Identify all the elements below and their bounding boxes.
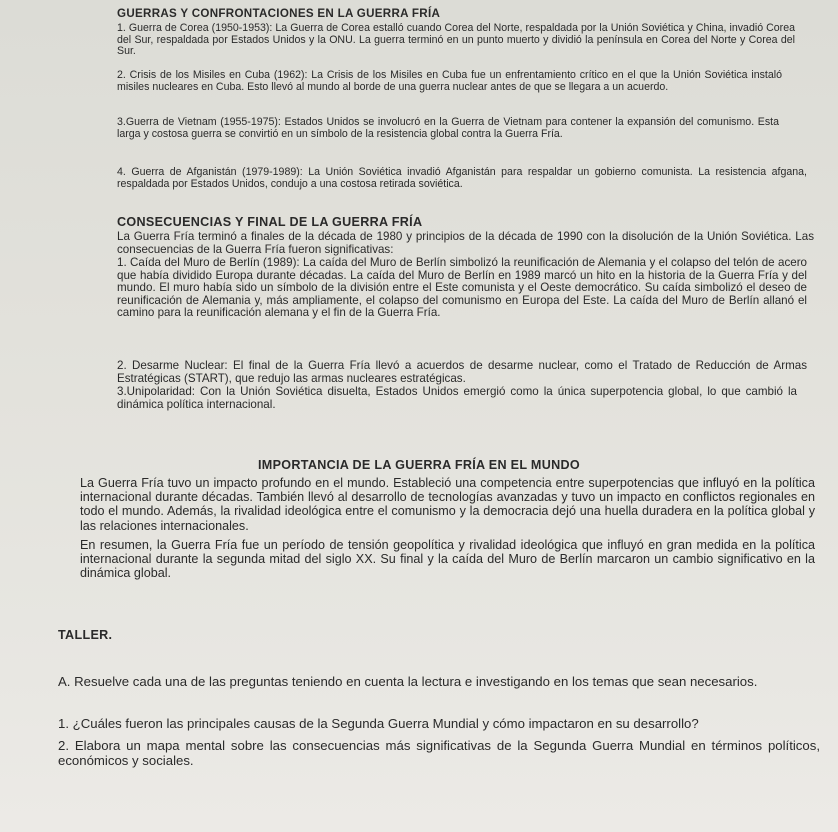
section-heading-importance: IMPORTANCIA DE LA GUERRA FRÍA EN EL MUNDO (257, 458, 580, 472)
paragraph-korea-war: 1. Guerra de Corea (1950-1953): La Guerra de Corea estalló cuando Corea del Norte, respaldada por la Unión Soviética y China, invadió Corea del Sur, respaldada por Estados Unidos y la ONU. La guerra terminó en un punto muerto y dividió la península en Corea del Norte y Corea del Sur. (117, 22, 795, 58)
workshop-instruction: A. Resuelve cada una de las preguntas teniendo en cuenta la lectura e investigando en los temas que sean necesarios. (58, 674, 758, 689)
workshop-question-1: 1. ¿Cuáles fueron las principales causas de la Segunda Guerra Mundial y cómo impactaron en su desarrollo? (58, 716, 699, 731)
paragraph-vietnam-war: 3.Guerra de Vietnam (1955-1975): Estados Unidos se involucró en la Guerra de Vietnam para contener la expansión del comunismo. Esta larga y costosa guerra se convirtió en un símbolo de la resistencia global contra la Guerra Fría. (117, 116, 779, 140)
paragraph-afghanistan-war: 4. Guerra de Afganistán (1979-1989): La Unión Soviética invadió Afganistán para respaldar un gobierno comunista. La resistencia afgana, respaldada por Estados Unidos, condujo a una costosa retirada soviética. (117, 166, 807, 190)
workshop-question-2: 2. Elabora un mapa mental sobre las consecuencias más significativas de la Segunda Guerra Mundial en términos políticos, económicos y sociales. (58, 738, 820, 769)
paragraph-nuclear-disarmament: 2. Desarme Nuclear: El final de la Guerra Fría llevó a acuerdos de desarme nuclear, como el Tratado de Reducción de Armas Estratégicas (START), que redujo las armas nucleares estratégicas. (117, 359, 807, 385)
paragraph-cuba-missile-crisis: 2. Crisis de los Misiles en Cuba (1962): La Crisis de los Misiles en Cuba fue un enfrentamiento crítico en el que la Unión Soviética instaló misiles nucleares en Cuba. Esto llevó al mundo al borde de una guerra nuclear antes de que se llegara a un acuerdo. (117, 69, 782, 93)
section-heading-workshop: TALLER. (58, 628, 113, 642)
paragraph-unipolarity: 3.Unipolaridad: Con la Unión Soviética disuelta, Estados Unidos emergió como la única superpotencia global, lo que cambió la dinámica política internacional. (117, 385, 797, 411)
section-heading-consequences: CONSECUENCIAS Y FINAL DE LA GUERRA FRÍA (117, 215, 423, 229)
paragraph-consequences-intro: La Guerra Fría terminó a finales de la década de 1980 y principios de la década de 1990 con la disolución de la Unión Soviética. Las consecuencias de la Guerra Fría fueron significativas: (117, 230, 814, 256)
paragraph-importance: La Guerra Fría tuvo un impacto profundo en el mundo. Estableció una competencia entre superpotencias que influyó en la política internacional durante décadas. También llevó al desarrollo de tecnologías avanzadas y tuvo un impacto en conflictos regionales en todo el mundo. Además, la rivalidad ideológica entre el comunismo y la democracia dejó una huella duradera en la política global y las relaciones internacionales. (80, 476, 815, 533)
paragraph-berlin-wall: 1. Caída del Muro de Berlín (1989): La caída del Muro de Berlín simbolizó la reunificación de Alemania y el colapso del telón de acero que había dividido Europa durante décadas. La caída del Muro de Berlín en 1989 marcó un hito en la historia de la Guerra Fría y del mundo. El muro había sido un símbolo de la división entre el Este comunista y el Oeste democrático. Su caída simbolizó el deseo de reunificación de Alemania y, más ampliamente, el colapso del comunismo en Europa del Este. La caída del Muro de Berlín allanó el camino para la reunificación alemana y el fin de la Guerra Fría. (117, 256, 807, 319)
paragraph-summary: En resumen, la Guerra Fría fue un período de tensión geopolítica y rivalidad ideológica que influyó en gran medida en la política internacional durante la segunda mitad del siglo XX. Su final y la caída del Muro de Berlín marcaron un cambio significativo en la dinámica global. (80, 538, 815, 581)
section-heading-wars: GUERRAS Y CONFRONTACIONES EN LA GUERRA FRÍA (117, 7, 441, 20)
